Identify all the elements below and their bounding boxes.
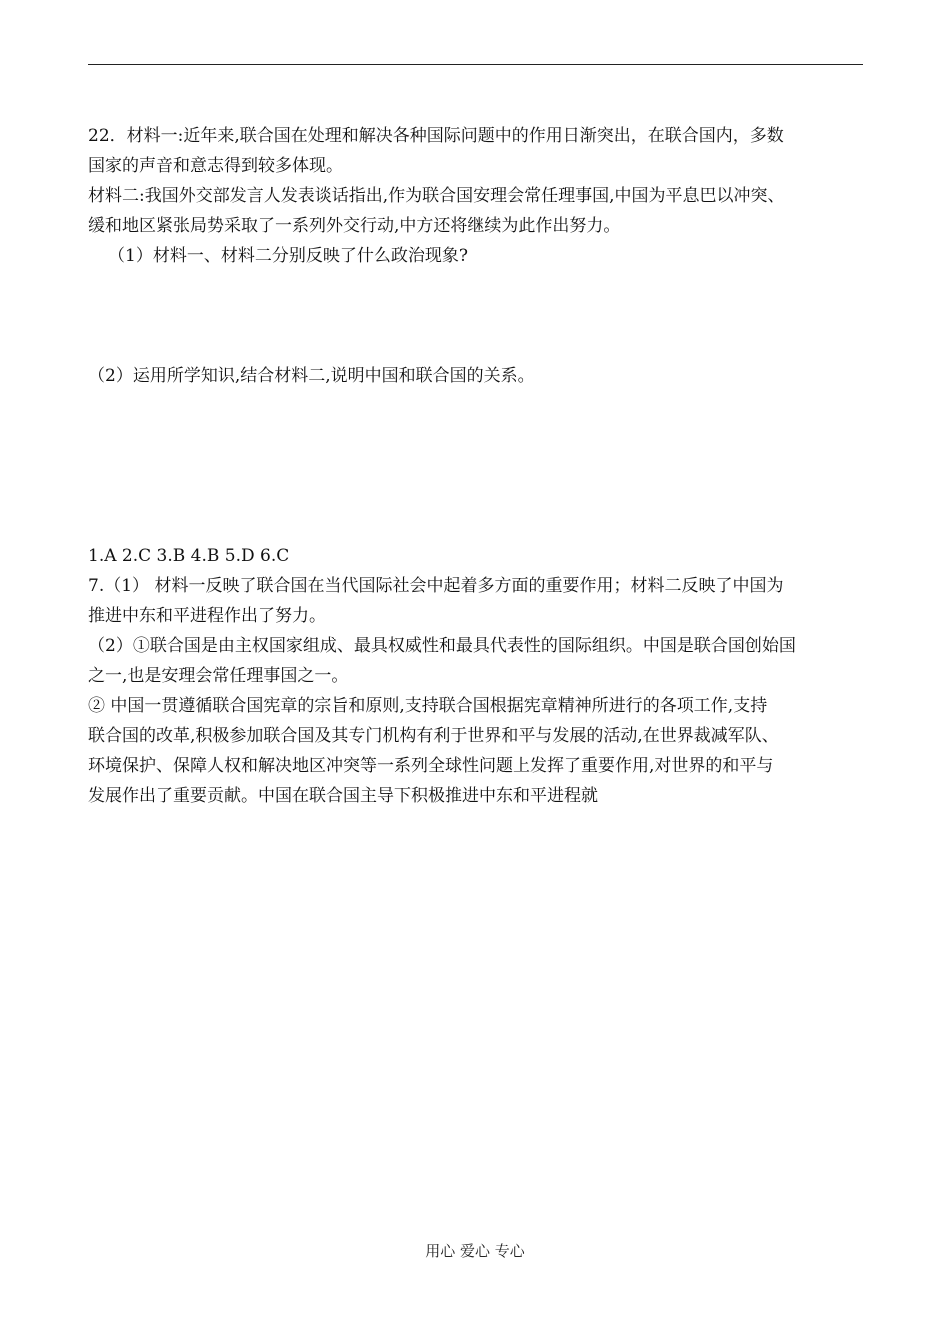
sub-question-2: （2）运用所学知识,结合材料二,说明中国和联合国的关系。 [88,366,535,386]
material2-line-1: 材料二:我国外交部发言人发表谈话指出,作为联合国安理会常任理事国,中国为平息巴以冲突、 [88,186,785,206]
answer-7-3-line-1: ② 中国一贯遵循联合国宪章的宗旨和原则,支持联合国根据宪章精神所进行的各项工作,支持 [88,696,768,716]
material2-line-2: 缓和地区紧张局势采取了一系列外交行动,中方还将继续为此作出努力。 [88,216,621,236]
answer-7-1-line-1: 7.（1） 材料一反映了联合国在当代国际社会中起着多方面的重要作用；材料二反映了中国为 [88,576,784,596]
choice-answers: 1.A 2.C 3.B 4.B 5.D 6.C [88,546,290,566]
material1-line-1: 22．材料一:近年来,联合国在处理和解决各种国际问题中的作用日渐突出，在联合国内，多数 [88,126,784,146]
answer-7-1-line-2: 推进中东和平进程作出了努力。 [88,606,326,626]
answer-section [88,541,868,811]
material1-line-2: 国家的声音和意志得到较多体现。 [88,156,343,176]
answer-7-3-line-4: 发展作出了重要贡献。中国在联合国主导下积极推进中东和平进程就 [88,786,598,806]
answer-7-2-line-2: 之一,也是安理会常任理事国之一。 [88,666,349,686]
answer-7-2-line-1: （2）①联合国是由主权国家组成、最具权威性和最具代表性的国际组织。中国是联合国创始国 [88,636,796,656]
answer-7-3-line-3: 环境保护、保障人权和解决地区冲突等一系列全球性问题上发挥了重要作用,对世界的和平与 [88,756,774,776]
header-rule [88,64,863,65]
sub-question-1: （1）材料一、材料二分别反映了什么政治现象? [108,246,468,266]
page-footer: 用心 爱心 专心 [425,1242,525,1260]
document-content [88,121,868,811]
answer-7-3-line-2: 联合国的改革,积极参加联合国及其专门机构有利于世界和平与发展的活动,在世界裁减军队、 [88,726,779,746]
